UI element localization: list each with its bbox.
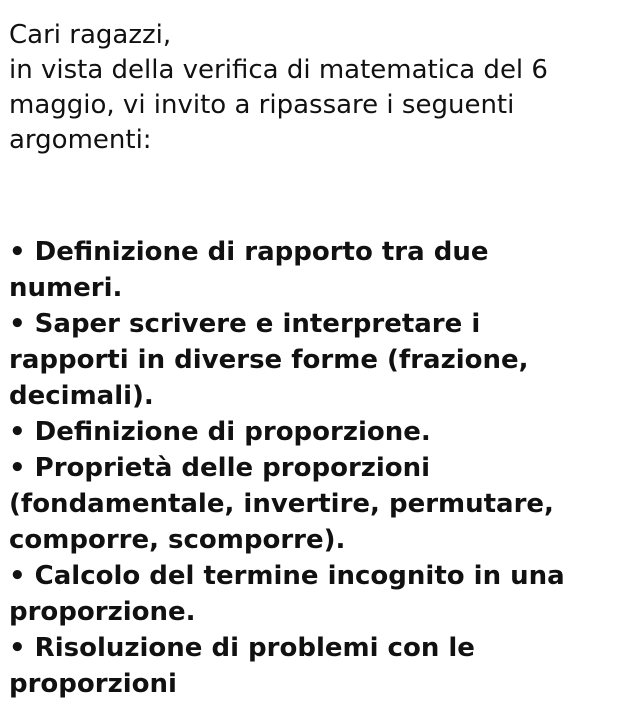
topic-line: rapporti in diverse forme (frazione,: [9, 345, 529, 375]
blank-space: [9, 158, 634, 234]
greeting-line: Cari ragazzi,: [9, 20, 172, 50]
topic-line: proporzione.: [9, 597, 196, 627]
topic-line: • Definizione di rapporto tra due: [9, 237, 489, 267]
intro-line: in vista della verifica di matematica del 6: [9, 55, 548, 85]
topic-line: decimali).: [9, 381, 154, 411]
topic-line: proporzioni: [9, 669, 177, 699]
topic-line: numeri.: [9, 273, 123, 303]
topic-line: • Risoluzione di problemi con le: [9, 633, 475, 663]
topics-list: [9, 234, 634, 702]
intro-paragraph: [9, 18, 634, 158]
topic-line: comporre, scomporre).: [9, 525, 346, 555]
topic-line: • Saper scrivere e interpretare i: [9, 309, 481, 339]
topic-line: • Definizione di proporzione.: [9, 417, 431, 447]
intro-line: maggio, vi invito a ripassare i seguenti: [9, 90, 515, 120]
topic-line: (fondamentale, invertire, permutare,: [9, 489, 554, 519]
topic-line: • Calcolo del termine incognito in una: [9, 561, 565, 591]
intro-line: argomenti:: [9, 125, 152, 155]
topic-line: • Proprietà delle proporzioni: [9, 453, 431, 483]
